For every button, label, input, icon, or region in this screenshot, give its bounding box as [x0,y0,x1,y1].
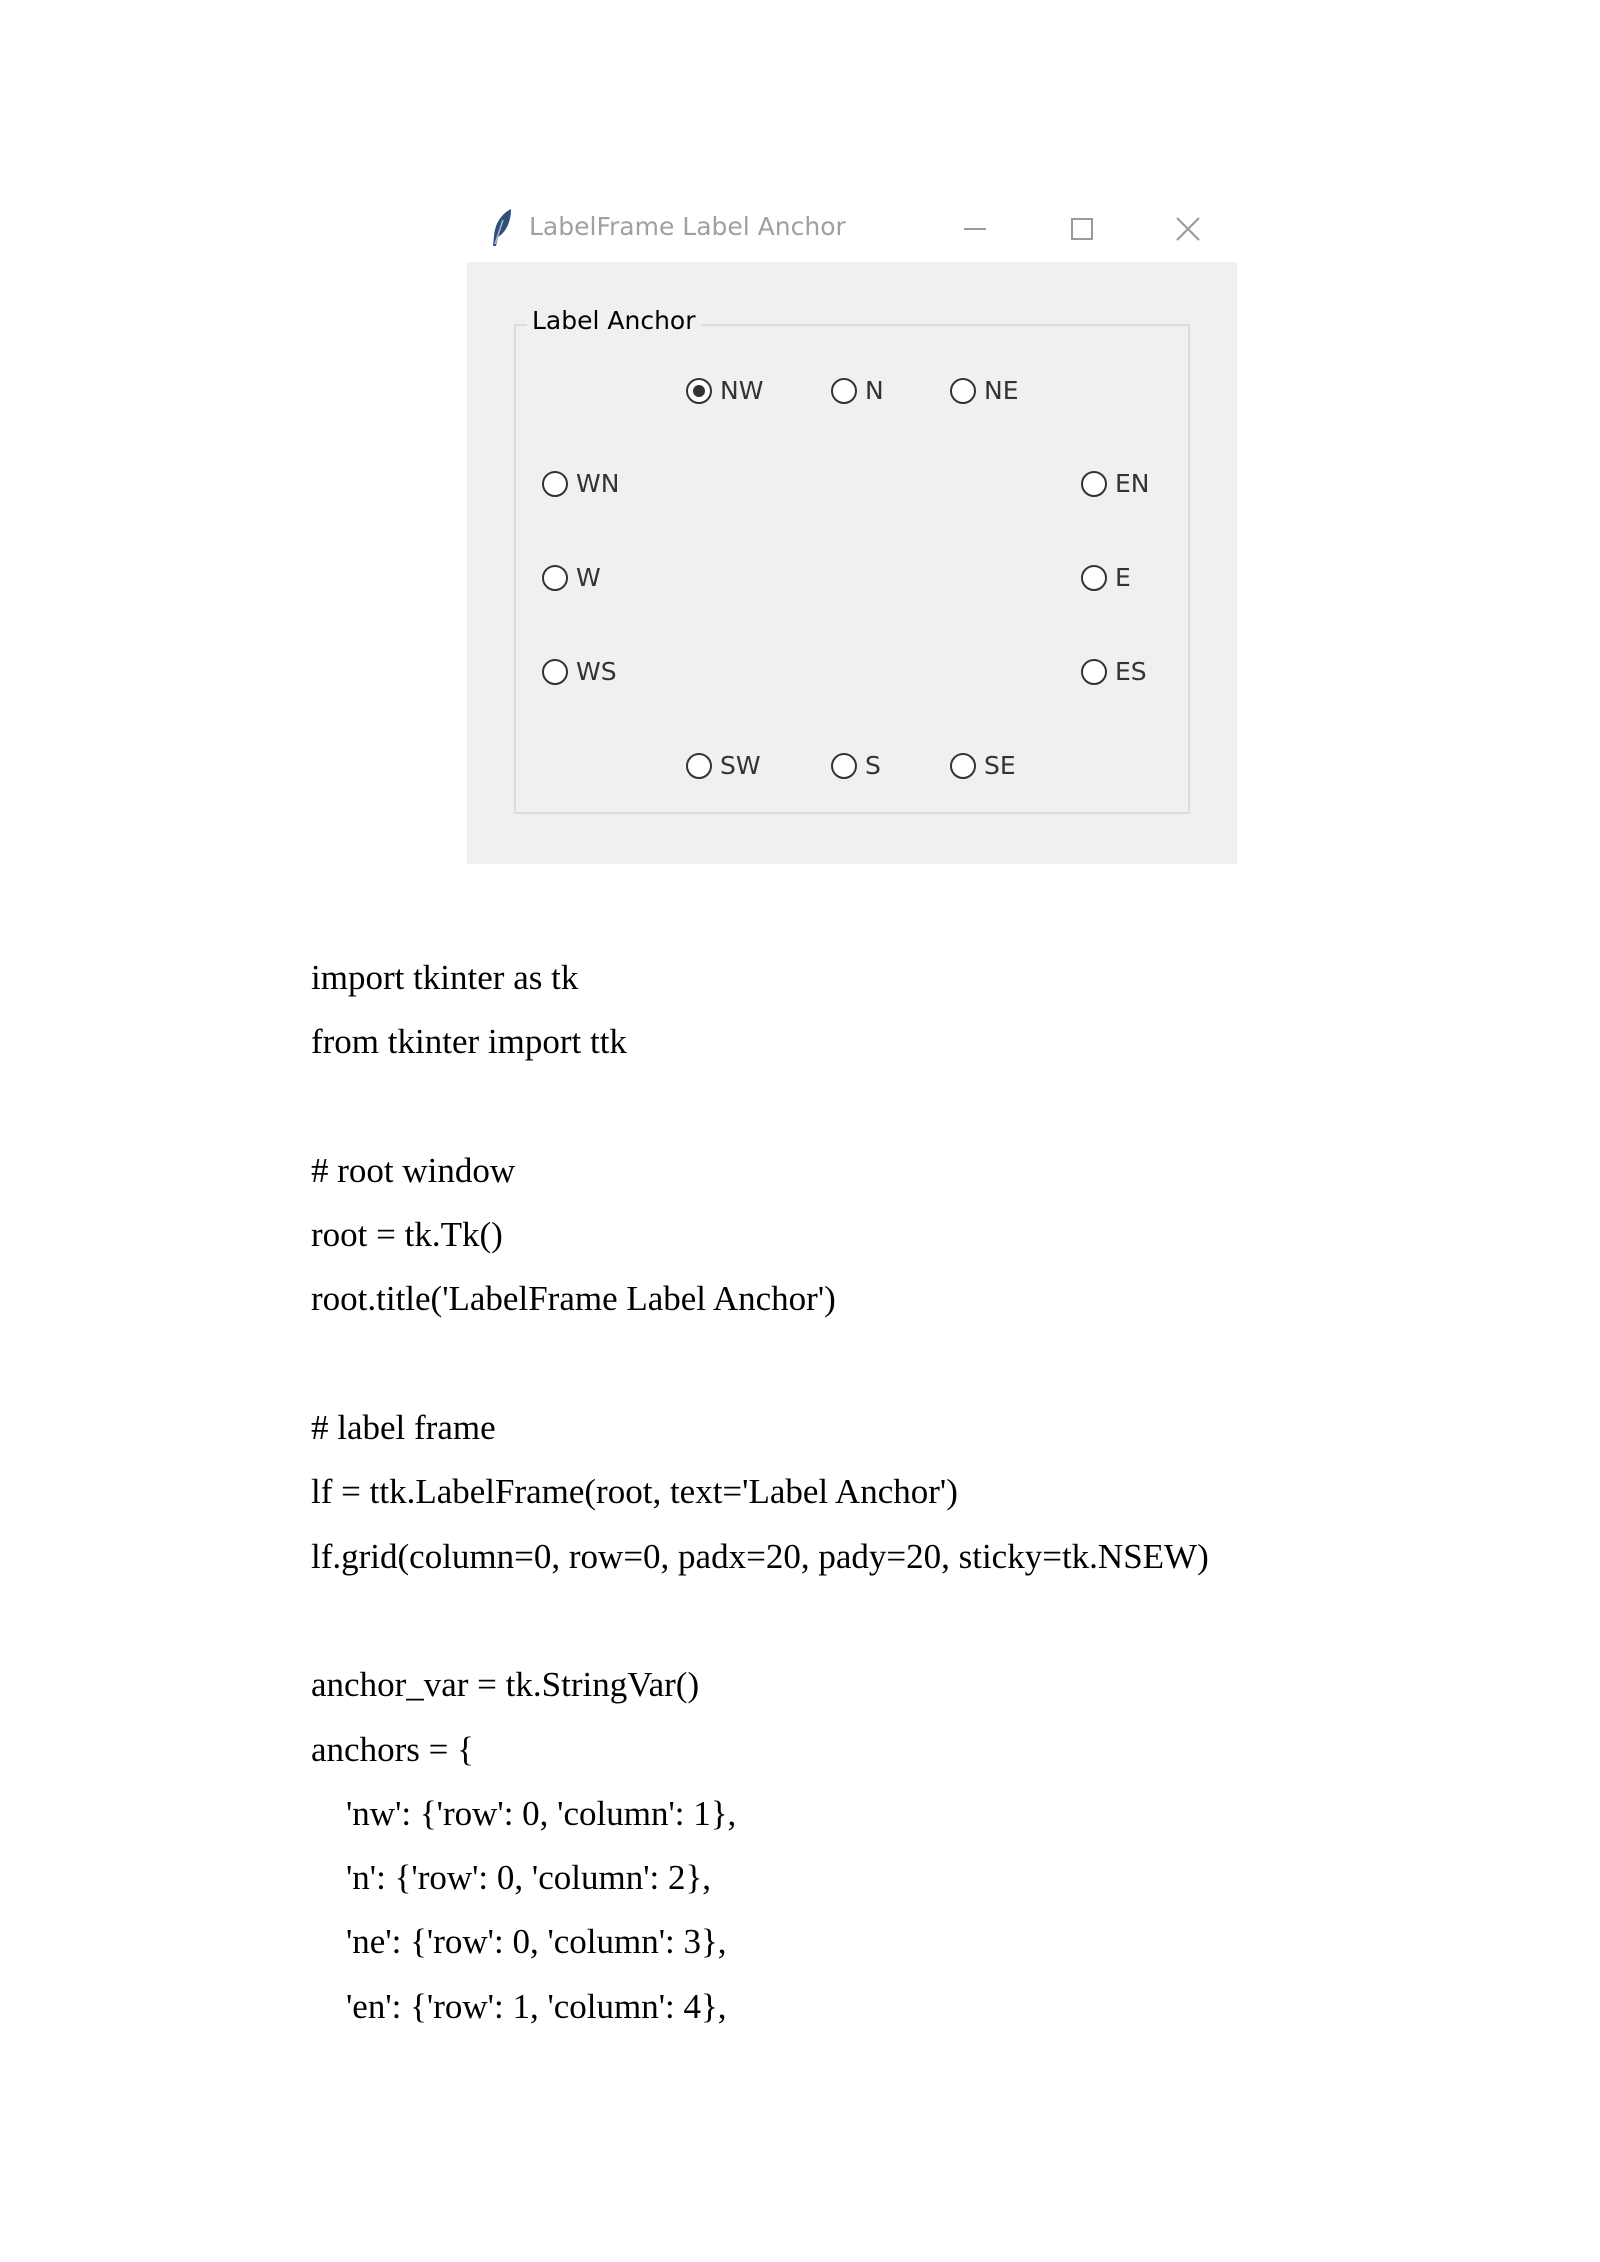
radio-indicator[interactable] [1081,565,1107,591]
code-line: 'nw': {'row': 0, 'column': 1}, [311,1793,737,1833]
maximize-icon[interactable] [1057,206,1103,252]
radio-label: WN [576,469,620,498]
radio-indicator[interactable] [950,378,976,404]
code-line: anchors = { [311,1729,474,1769]
code-block [311,946,1511,2039]
radio-label: S [865,751,881,780]
radio-nw[interactable] [686,376,763,405]
radio-label: NW [720,376,764,405]
radio-indicator[interactable] [686,753,712,779]
radio-label: N [865,376,884,405]
code-line: lf.grid(column=0, row=0, padx=20, pady=20, sticky=tk.NSEW) [311,1536,1209,1576]
radio-indicator[interactable] [831,753,857,779]
radio-label: SW [720,751,761,780]
code-line: # root window [311,1150,516,1190]
code-line [311,1075,1511,1139]
radio-indicator[interactable] [1081,471,1107,497]
code-line: root.title('LabelFrame Label Anchor') [311,1279,836,1319]
close-icon[interactable] [1164,206,1210,252]
radio-indicator[interactable] [1081,659,1107,685]
radio-s[interactable] [831,751,881,780]
radio-e[interactable] [1081,563,1131,592]
radio-wn[interactable] [542,469,619,498]
radio-indicator[interactable] [831,378,857,404]
window-title: LabelFrame Label Anchor [529,212,846,241]
radio-ws[interactable] [542,657,617,686]
radio-label: E [1115,563,1131,592]
radio-indicator[interactable] [542,565,568,591]
radio-ne[interactable] [950,376,1019,405]
radio-indicator[interactable] [950,753,976,779]
tk-window [467,196,1237,864]
radio-en[interactable] [1081,469,1150,498]
code-line [311,1332,1511,1396]
radio-indicator[interactable] [686,378,712,404]
radio-n[interactable] [831,376,884,405]
radio-w[interactable] [542,563,601,592]
label-frame-title: Label Anchor [527,306,701,335]
code-line: anchor_var = tk.StringVar() [311,1665,700,1705]
code-line: root = tk.Tk() [311,1215,503,1255]
radio-label: EN [1115,469,1150,498]
radio-indicator[interactable] [542,659,568,685]
radio-se[interactable] [950,751,1016,780]
radio-sw[interactable] [686,751,761,780]
code-line: # label frame [311,1408,496,1448]
radio-label: W [576,563,601,592]
code-line: 'n': {'row': 0, 'column': 2}, [311,1858,712,1898]
code-line: import tkinter as tk [311,958,579,997]
code-line [311,1589,1511,1653]
radio-indicator[interactable] [542,471,568,497]
code-line: lf = ttk.LabelFrame(root, text='Label Anchor') [311,1472,958,1512]
window-titlebar [467,196,1237,262]
code-line: from tkinter import ttk [311,1022,627,1062]
code-line: 'en': {'row': 1, 'column': 4}, [311,1986,727,2026]
radio-label: SE [984,751,1016,780]
code-line: 'ne': {'row': 0, 'column': 3}, [311,1922,727,1962]
minimize-icon[interactable] [951,206,997,252]
radio-label: NE [984,376,1019,405]
radio-label: ES [1115,657,1147,686]
tk-feather-icon [489,206,517,250]
radio-label: WS [576,657,617,686]
radio-es[interactable] [1081,657,1147,686]
